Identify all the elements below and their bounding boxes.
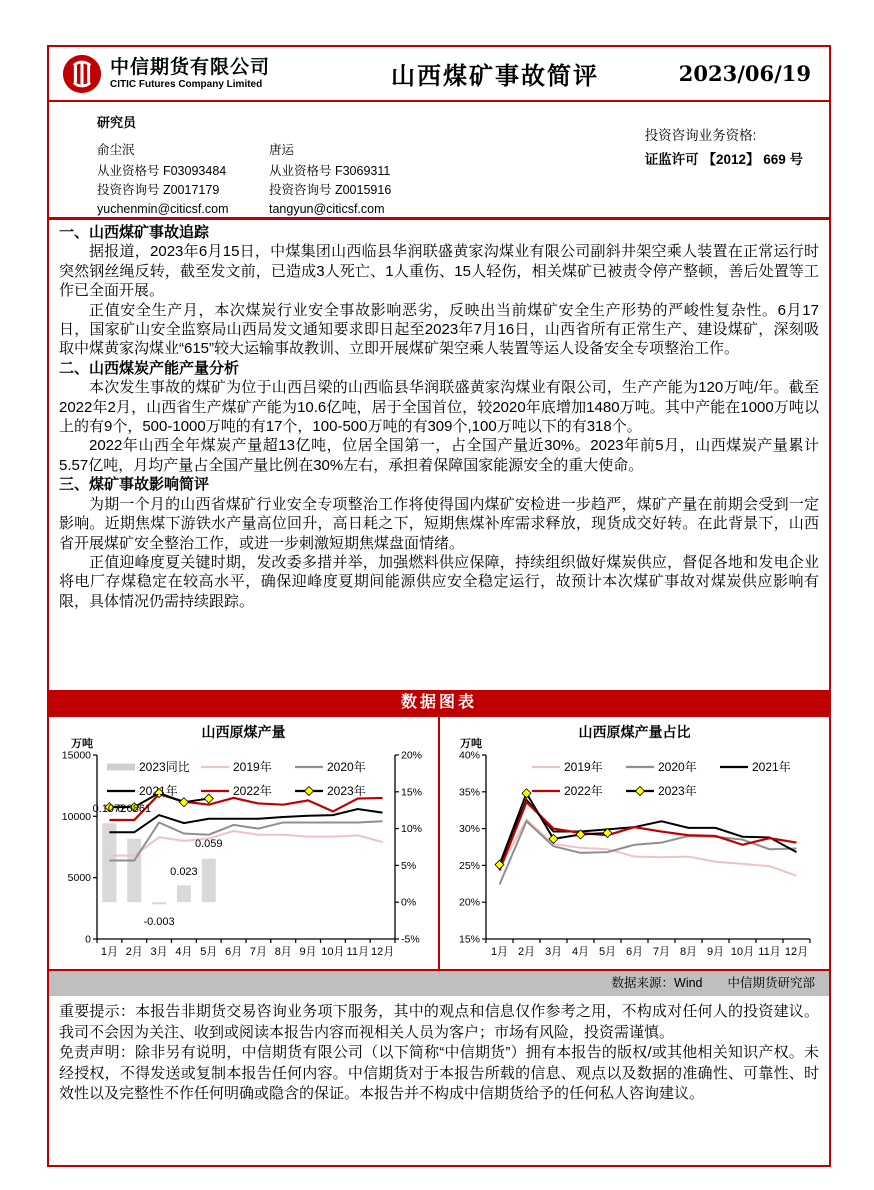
svg-text:-5%: -5% <box>401 933 420 946</box>
svg-text:15%: 15% <box>401 786 423 799</box>
svg-text:2019年: 2019年 <box>564 760 603 774</box>
page-title: 山西煤矿事故简评 <box>391 63 599 90</box>
svg-text:5月: 5月 <box>200 946 218 958</box>
researcher-email: tangyun@citicsf.com <box>269 202 385 216</box>
chart-title: 山西原煤产量占比 <box>578 724 691 740</box>
svg-text:12月: 12月 <box>370 946 395 958</box>
company-name-en: CITIC Futures Company Limited <box>110 78 263 90</box>
qualification-block <box>645 124 803 172</box>
svg-text:5000: 5000 <box>67 872 91 885</box>
svg-text:20%: 20% <box>401 749 423 762</box>
svg-text:6月: 6月 <box>625 946 644 958</box>
svg-text:0.0861: 0.0861 <box>117 803 152 816</box>
svg-text:2月: 2月 <box>125 946 143 958</box>
svg-text:2023同比: 2023同比 <box>139 760 190 774</box>
svg-text:0.059: 0.059 <box>194 837 223 850</box>
section-paragraph: 为期一个月的山西省煤矿行业安全专项整治工作将使得国内煤矿安检进一步趋严，煤矿产量在前期会受到一定影响。近期焦煤下游铁水产量高位回升，高日耗之下，短期焦煤补库需求释放，现货成交好转。在此背景下，山西省开展煤矿安全整治工作，或进一步刺激短期焦煤盘面情绪。 <box>59 495 819 552</box>
svg-text:15000: 15000 <box>61 749 91 762</box>
section-paragraph: 正值安全生产月，本次煤炭行业安全事故影响恶劣，反映出当前煤矿安全生产形势的严峻性复杂性。6月17日，国家矿山安全监察局山西局发文通知要求即日起至2023年7月16日，山西省所有正常生产、建设煤矿，深刻吸取中煤黄家沟煤业“615”较大运输事故教训、立即开展煤矿架空乘人装置等运人设备安全专项整治工作。 <box>59 301 819 358</box>
svg-text:2022年: 2022年 <box>564 784 603 798</box>
svg-text:11月: 11月 <box>758 946 781 958</box>
citic-logo-icon <box>61 53 103 95</box>
svg-text:20%: 20% <box>458 896 480 909</box>
svg-text:1月: 1月 <box>100 946 118 958</box>
svg-text:2019年: 2019年 <box>233 760 272 774</box>
svg-text:35%: 35% <box>458 786 480 799</box>
researcher-info-section <box>49 102 829 220</box>
researcher-card <box>269 141 441 219</box>
report-body <box>49 220 829 690</box>
svg-text:0.023: 0.023 <box>170 865 198 878</box>
section-paragraph: 本次发生事故的煤矿为位于山西吕梁的山西临县华润联盛黄家沟煤业有限公司，生产产能为120万吨/年。截至2022年2月，山西省生产煤矿产能为10.6亿吨，居于全国首位，较2020年底增加1480万吨。其中产能在1000万吨以上的有9个，500-1000万吨的有17个，100-500万吨的有309个,100万吨以下的有318个。 <box>59 379 819 436</box>
svg-text:2023年: 2023年 <box>327 784 366 798</box>
svg-text:5%: 5% <box>401 859 417 872</box>
svg-text:2020年: 2020年 <box>327 760 366 774</box>
researcher-advisory: 投资咨询号 Z0015916 <box>269 183 392 197</box>
svg-text:3月: 3月 <box>150 946 168 958</box>
researcher-license: 从业资格号 F03093484 <box>97 164 227 178</box>
report-footer <box>49 996 829 1165</box>
svg-text:5月: 5月 <box>598 946 617 958</box>
company-name-cn: 中信期货有限公司 <box>110 56 271 78</box>
researcher-license: 从业资格号 F3069311 <box>269 164 391 178</box>
report-header <box>49 47 829 102</box>
chart-panel-share <box>440 717 829 969</box>
researcher-name: 唐运 <box>269 143 295 157</box>
svg-text:6月: 6月 <box>225 946 243 958</box>
svg-text:2月: 2月 <box>517 946 536 958</box>
coal-share-chart <box>440 737 828 965</box>
svg-text:4月: 4月 <box>571 946 590 958</box>
svg-text:0%: 0% <box>401 896 417 909</box>
svg-text:0.1072: 0.1072 <box>92 803 127 816</box>
qualification-label: 投资咨询业务资格: <box>644 128 757 143</box>
svg-text:9月: 9月 <box>299 946 317 958</box>
brand-block <box>61 53 323 95</box>
charts-section <box>49 717 829 971</box>
section-paragraph: 2022年山西全年煤炭产量超13亿吨，位居全国第一，占全国产量近30%。2023年前5月，山西煤炭产量累计5.57亿吨，月均产量占全国产量比例在30%左右，承担着保障国家能源安全的重大使命。 <box>59 437 819 474</box>
researcher-role-label: 研究员 <box>97 115 137 130</box>
svg-text:40%: 40% <box>458 749 480 762</box>
svg-text:7月: 7月 <box>652 946 671 958</box>
section-paragraph: 据报道，2023年6月15日，中煤集团山西临县华润联盛黄家沟煤业有限公司副斜井架空乘人装置在正常运行时突然钢丝绳反转，截至发文前，已造成3人死亡、1人重伤、15人轻伤，相关煤矿已被责令停产整顿，善后处置等工作已全面开展。 <box>59 243 819 300</box>
svg-text:7月: 7月 <box>249 946 267 958</box>
disclaimer: 免责声明：除非另有说明，中信期货有限公司（以下简称“中信期货”）拥有本报告的版权/或其他相关知识产权。未经授权，不得发送或复制本报告任何内容。中信期货对于本报告所载的信息、观点以及数据的准确性、可靠性、时效性以及完整性不作任何明确或隐含的保证。本报告并不构成中信期货给予的任何私人咨询建议。 <box>59 1044 819 1102</box>
svg-text:-0.003: -0.003 <box>143 915 175 928</box>
svg-text:10月: 10月 <box>730 946 755 958</box>
chart-title: 山西原煤产量 <box>201 724 286 740</box>
svg-text:2021年: 2021年 <box>139 784 178 798</box>
svg-text:12月: 12月 <box>784 946 809 958</box>
researcher-email: yuchenmin@citicsf.com <box>97 202 229 216</box>
svg-text:8月: 8月 <box>274 946 292 958</box>
brand-names <box>110 57 270 91</box>
svg-text:8月: 8月 <box>679 946 698 958</box>
report-document <box>47 45 831 1167</box>
svg-text:25%: 25% <box>458 859 480 872</box>
section-heading-3: 三、煤矿事故影响简评 <box>59 476 210 494</box>
researcher-card <box>97 141 269 219</box>
important-notice: 重要提示：本报告非期货交易咨询业务项下服务，其中的观点和信息仅作参考之用，不构成对任何人的投资建议。我司不会因为关注、收到或阅读本报告内容而视相关人员为客户；市场有风险，投资需谨慎。 <box>59 1003 819 1041</box>
svg-text:10月: 10月 <box>321 946 345 958</box>
report-date: 2023/06/19 <box>678 61 811 86</box>
data-source-note: 数据来源：Wind 中信期货研究部 <box>49 971 829 996</box>
researcher-name: 俞尘泯 <box>97 143 135 157</box>
svg-text:2021年: 2021年 <box>752 760 791 774</box>
svg-text:9月: 9月 <box>706 946 725 958</box>
coal-production-chart <box>49 737 437 965</box>
svg-text:15%: 15% <box>458 933 480 946</box>
section-paragraph: 正值迎峰度夏关键时期，发改委多措并举，加强燃料供应保障，持续组织做好煤炭供应，督促各地和发电企业将电厂存煤稳定在较高水平，确保迎峰度夏期间能源供应安全稳定运行，故预计本次煤矿事故对煤炭供应影响有限，具体情况仍需持续跟踪。 <box>59 553 819 610</box>
svg-text:10000: 10000 <box>61 810 91 823</box>
svg-text:2020年: 2020年 <box>658 760 697 774</box>
qualification-number: 证监许可 【2012】 669 号 <box>644 152 803 167</box>
svg-text:3月: 3月 <box>544 946 563 958</box>
section-heading-2: 二、山西煤炭产能产量分析 <box>59 359 240 377</box>
svg-text:2023年: 2023年 <box>658 784 697 798</box>
svg-text:万吨: 万吨 <box>71 738 93 750</box>
svg-text:0: 0 <box>85 933 91 946</box>
charts-banner: 数据图表 <box>49 690 829 717</box>
svg-text:4月: 4月 <box>175 946 193 958</box>
svg-text:11月: 11月 <box>346 946 369 958</box>
chart-panel-production <box>49 717 438 969</box>
section-heading-1: 一、山西煤矿事故追踪 <box>59 224 210 241</box>
svg-text:1月: 1月 <box>490 946 509 958</box>
svg-text:万吨: 万吨 <box>460 738 482 750</box>
researcher-advisory: 投资咨询号 Z0017179 <box>97 183 220 197</box>
svg-text:2022年: 2022年 <box>233 784 272 798</box>
svg-text:30%: 30% <box>458 823 480 836</box>
svg-text:10%: 10% <box>401 823 423 836</box>
